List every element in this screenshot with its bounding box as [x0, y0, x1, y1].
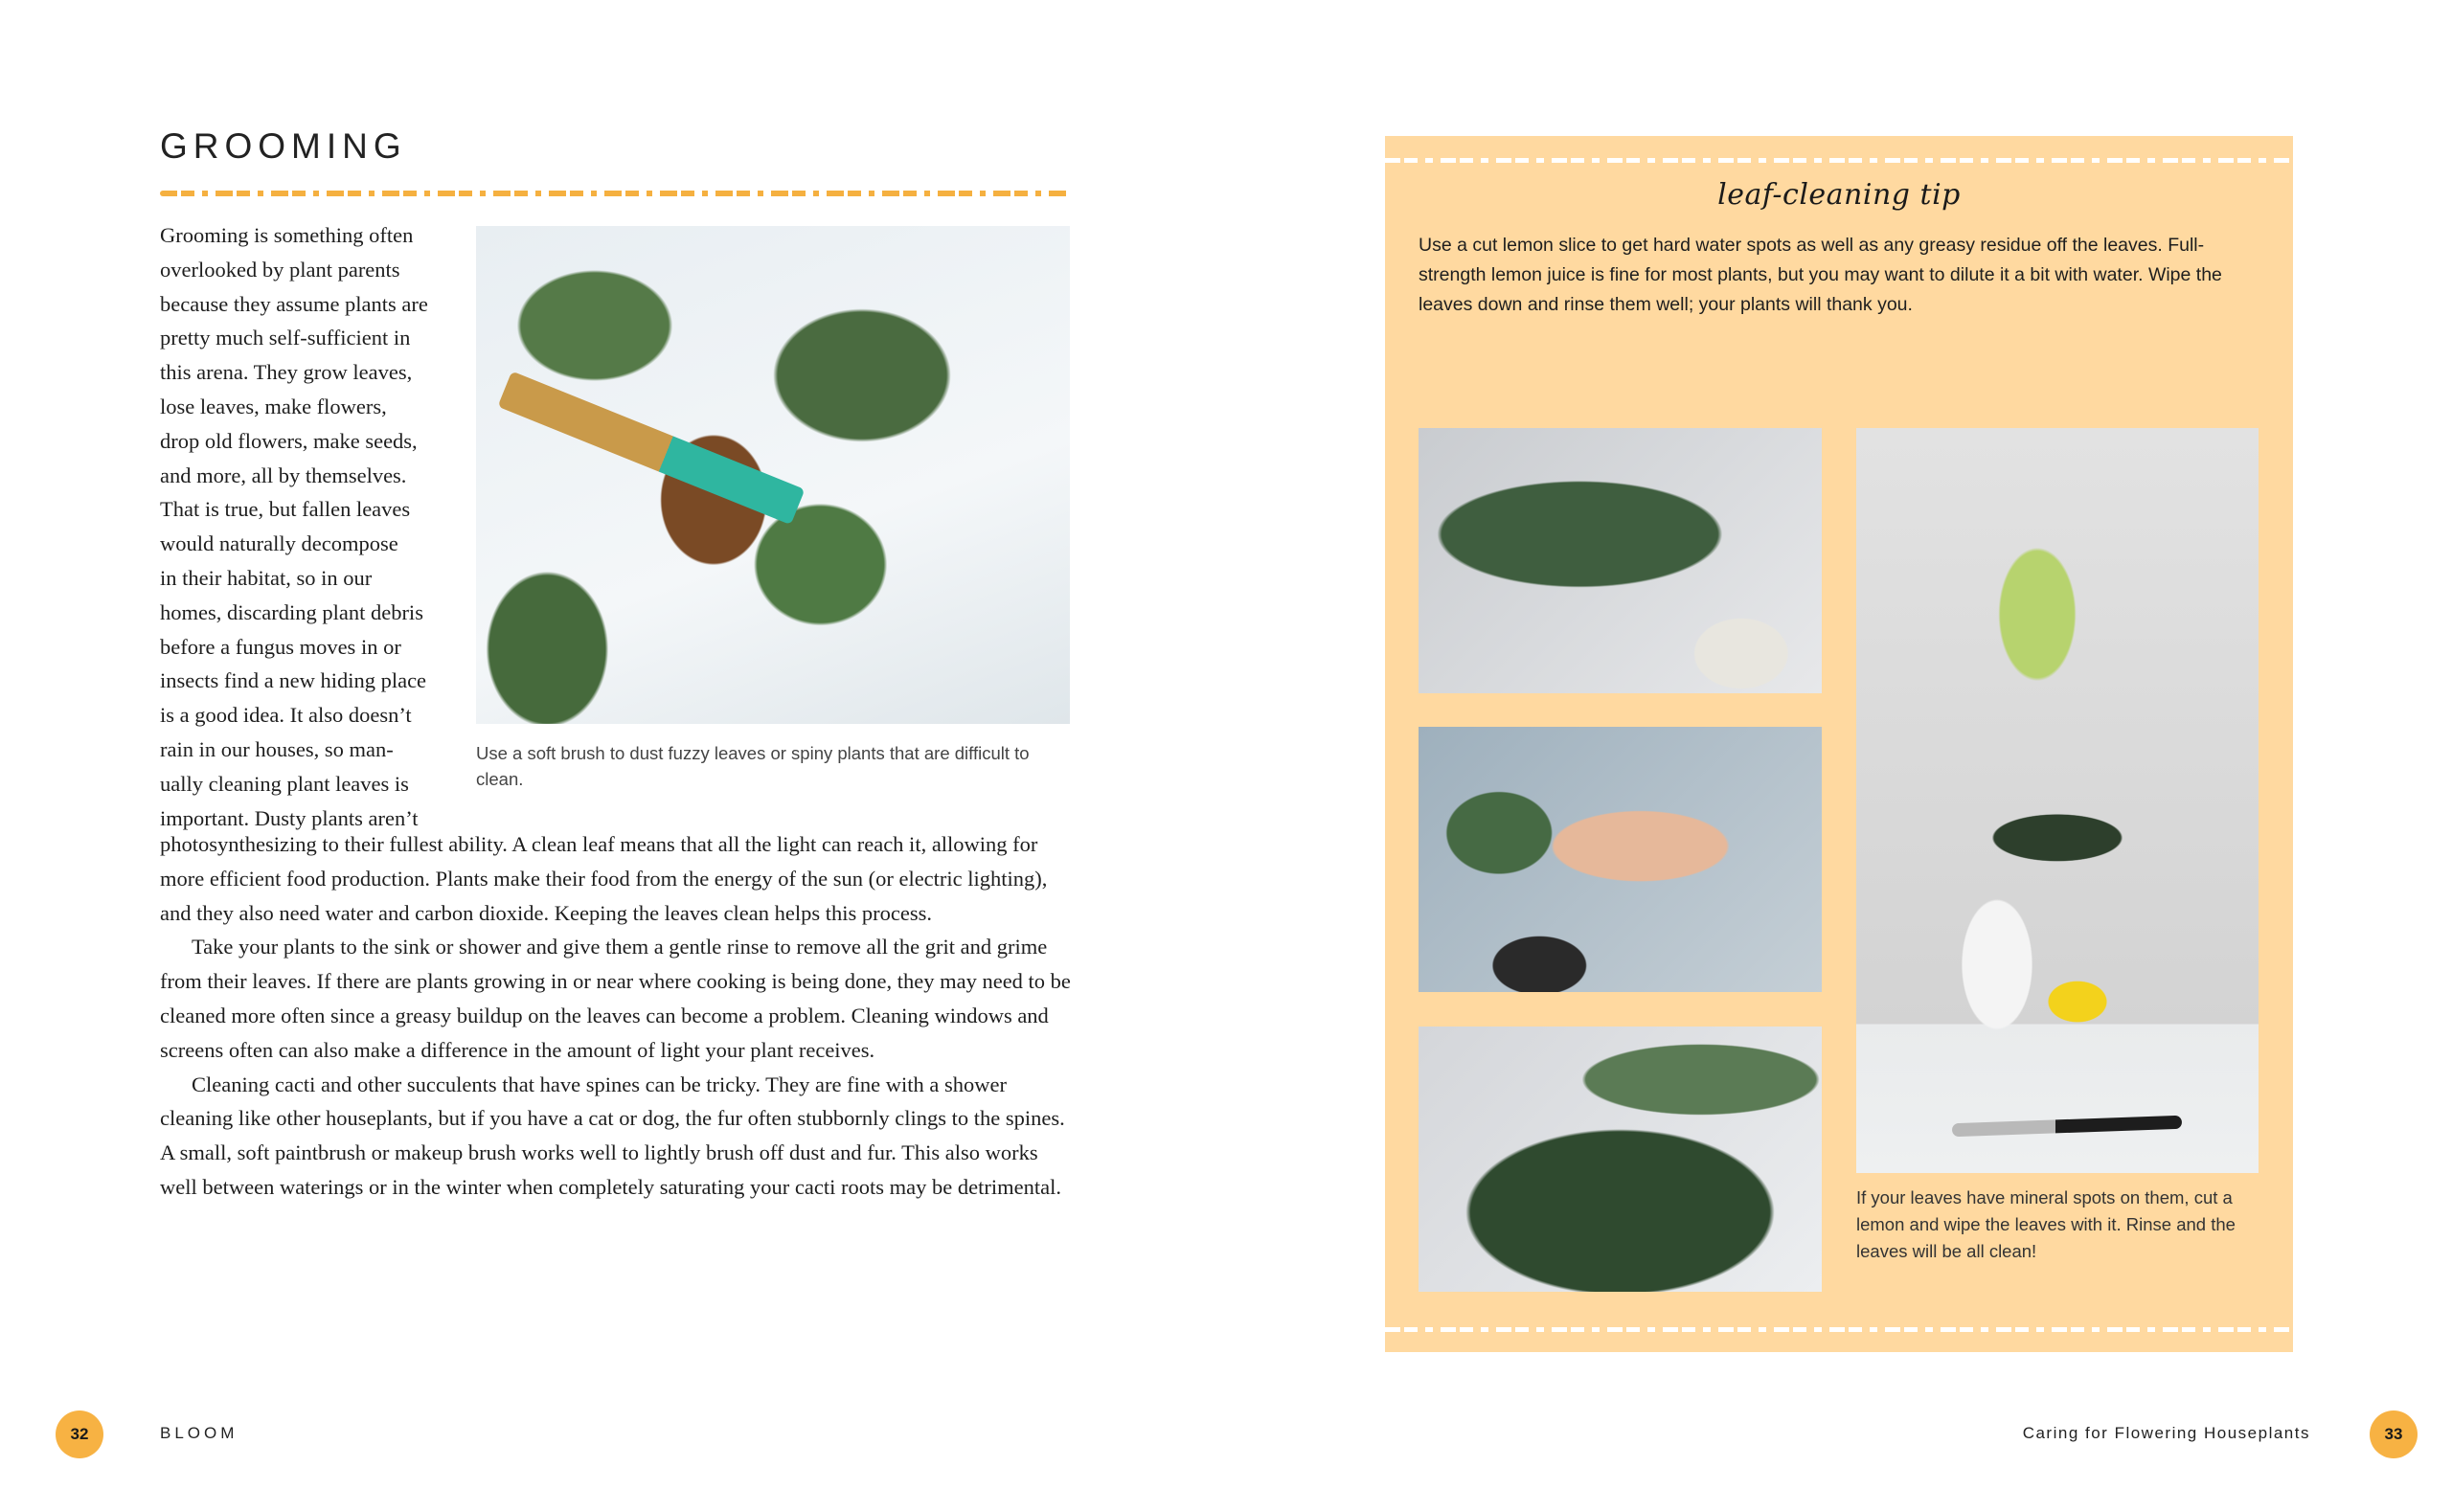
rinse-paragraph: Take your plants to the sink or shower and give them a gentle rinse to remove all the grit and grime from their leaves. If there are plants growing in or near where cooking is being done, they may need to be cleaned more often since a greasy buildup on the leaves can become a problem. Cleaning windows and screens often can also make a difference in the amount of light your plant receives.: [160, 935, 1071, 1062]
intro-line: lose leaves, make flowers,: [160, 394, 387, 418]
tip-body: Use a cut lemon slice to get hard water spots as well as any greasy residue off the leaves. Full-strength lemon juice is fine for most plants, but you may want to dilute it a bit with water. Wipe the leaves down and rinse them well; your plants will thank you.: [1419, 235, 2222, 315]
lemon-wiping-photo: [1419, 727, 1822, 992]
mineral-spots-leaf-photo: [1419, 428, 1822, 693]
intro-line: is a good idea. It also doesn’t: [160, 703, 412, 728]
section-title: GROOMING: [160, 126, 407, 166]
intro-line: would naturally decompose: [160, 531, 398, 556]
running-head-right: Caring for Flowering Houseplants: [2022, 1424, 2310, 1442]
body-text: [160, 827, 1075, 1205]
intro-line: That is true, but fallen leaves: [160, 497, 411, 522]
intro-line: and more, all by themselves.: [160, 463, 407, 487]
dashed-divider: [160, 191, 1070, 196]
clean-leaf-photo: [1419, 1027, 1822, 1292]
intro-line: Grooming is something often: [160, 223, 414, 247]
page-number-badge-right: 33: [2370, 1410, 2418, 1458]
intro-line: ually cleaning plant leaves is: [160, 771, 409, 796]
intro-line: drop old flowers, make seeds,: [160, 428, 418, 453]
dashed-divider-bottom: [1385, 1327, 2293, 1332]
brush-dusting-photo: [476, 226, 1070, 724]
intro-line: before a fungus moves in or: [160, 634, 401, 659]
intro-line: pretty much self-sufficient in: [160, 326, 411, 350]
intro-line: homes, discarding plant debris: [160, 599, 423, 624]
knife-graphic: [1952, 1116, 2182, 1137]
intro-line: in their habitat, so in our: [160, 565, 373, 590]
orchid-with-lemon-photo: [1856, 428, 2259, 1173]
intro-line: overlooked by plant parents: [160, 257, 400, 282]
tip-photo-caption: If your leaves have mineral spots on them, cut a lemon and wipe the leaves with it. Rinse and the leaves will be all clean!: [1856, 1187, 2236, 1261]
photo-caption: Use a soft brush to dust fuzzy leaves or spiny plants that are difficult to clean.: [476, 743, 1030, 789]
continuation-paragraph: photosynthesizing to their fullest ability. A clean leaf means that all the light can reach it, allowing for more efficient food production. Plants make their food from the energy of the sun (or electric lighting), and they also need water and carbon dioxide. Keeping the leaves clean helps this process.: [160, 832, 1048, 925]
intro-line: this arena. They grow leaves,: [160, 360, 413, 385]
intro-line: because they assume plants are: [160, 291, 428, 316]
intro-line: insects find a new hiding place: [160, 668, 427, 693]
leaf-cleaning-tip-box: [1385, 136, 2293, 1352]
makeup-brush-graphic: [498, 371, 806, 525]
tip-title: leaf-cleaning tip: [1717, 178, 1961, 212]
page-number-badge-left: 32: [56, 1410, 103, 1458]
intro-line: rain in our houses, so man-: [160, 736, 394, 761]
intro-line: important. Dusty plants aren’t: [160, 805, 419, 830]
running-head-left: BLOOM: [160, 1424, 238, 1442]
intro-paragraph: [160, 218, 447, 835]
dashed-divider-top: [1385, 158, 2293, 163]
cacti-paragraph: Cleaning cacti and other succulents that have spines can be tricky. They are fine with a shower cleaning like other houseplants, but if you have a cat or dog, the fur often stubbornly clings to the spines. A small, soft paintbrush or makeup brush works well to lightly brush off dust and fur. This also works well between waterings or in the winter when completely saturating your cacti roots may be detrimental.: [160, 1072, 1065, 1199]
